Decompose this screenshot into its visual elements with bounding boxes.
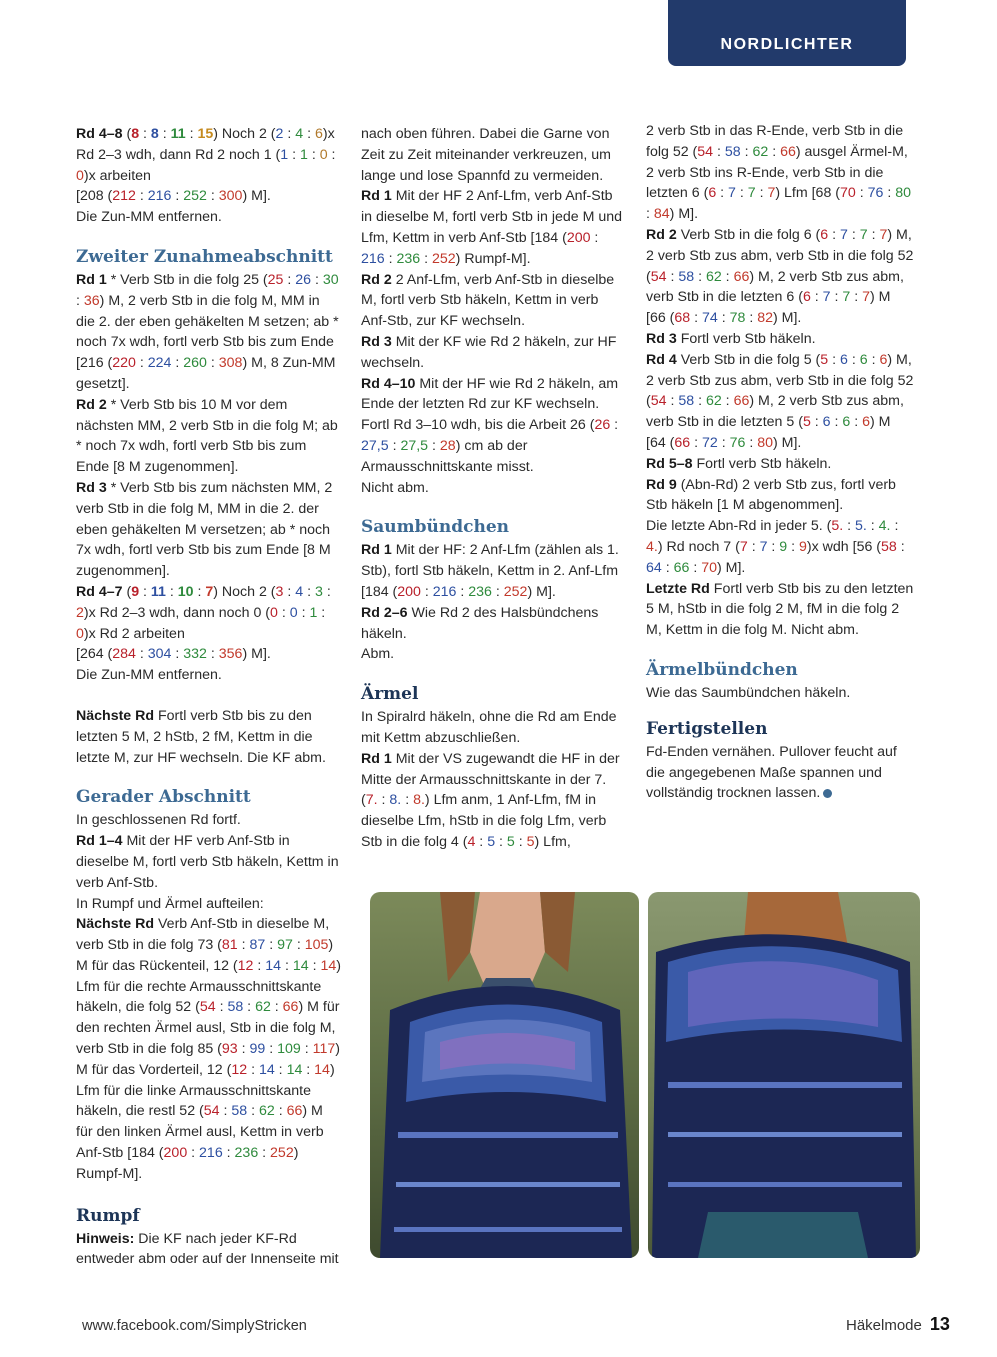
col3-rd-3: Rd 3 Fortl verb Stb häkeln.: [646, 330, 816, 347]
heading-zweiter-zunahmeabschnitt: Zweiter Zunahmeabschnitt: [76, 246, 333, 267]
col2-rd-1: Rd 1 Mit der HF 2 Anf-Lfm, verb Anf-Stb in dieselbe M, fortl verb Stb in jede M und Lfm, Kettm in verb Anf-Stb [184 (200 : 216 : 236 : 252) Rumpf-M].: [361, 188, 623, 267]
photo-front-view: [370, 892, 639, 1258]
section-tab: [668, 0, 906, 66]
rd-4-8: Rd 4–8 (8 : 8 : 11 : 15) Noch 2 (2 : 4 : 6)x Rd 2–3 wdh, dann Rd 2 noch 1 (1 : 1 : 0 : 0)x arbeiten [208 (212 : 216 : 252 : 300) M]. Die Zun-MM entfernen.: [76, 126, 336, 226]
footer-url[interactable]: www.facebook.com/SimplyStricken: [82, 1318, 307, 1334]
col3-rd-4: Rd 4 Verb Stb in die folg 5 (5 : 6 : 6 : 6) M, 2 verb Stb zus abm, verb Stb in die folg 52 (54 : 58 : 62 : 66) M, 2 verb Stb zus abm, verb Stb in die letzten 5 (5 : 6 : 6 : 6) M [64 (66 : 72 : 76 : 80) M].: [646, 351, 914, 451]
col2-rd-4-10: Rd 4–10 Mit der HF wie Rd 2 häkeln, am Ende der letzten Rd zur KF wechseln.: [361, 375, 619, 413]
heading-rumpf: Rumpf: [76, 1205, 140, 1226]
aermelb-text: Wie das Saumbündchen häkeln.: [646, 684, 851, 701]
footer-page-info: [846, 1314, 950, 1335]
naechste-rd-2: Nächste Rd Verb Anf-Stb in dieselbe M, verb Stb in die folg 73 (81 : 87 : 97 : 105) M für das Rückenteil, 12 (12 : 14 : 14 : 14) Lfm für die rechte Armausschnittskante häkeln, die folg 52 (54 : 58 : 62 : 66) M für den rechten Ärmel ausl, Stb in die folg M, verb Stb in die folg 85 (93 : 99 : 109 : 117) M für das Vorderteil, 12 (12 : 14 : 14 : 14) Lfm für die linke Armausschnittskante häkeln, die restl 52 (54 : 58 : 62 : 66) M für den linken Ärmel ausl, Kettm in verb Anf-Stb [184 (200 : 216 : 236 : 252) Rumpf-M].: [76, 916, 341, 1182]
hinweis: Hinweis: Die KF nach jeder KF-Rd entweder abm oder auf der Innenseite mit: [76, 1230, 339, 1268]
heading-fertigstellen: Fertigstellen: [646, 718, 768, 739]
naechste-rd: Nächste Rd Fortl verb Stb bis zu den letzten 5 M, 2 hStb, 2 fM, Kettm in die letzte M, zur HF wechseln. Die KF abm.: [76, 707, 326, 766]
rd-1-4: Rd 1–4 Mit der HF verb Anf-Stb in dieselbe M, fortl verb Stb häkeln, Kettm in verb Anf-Stb.: [76, 833, 339, 891]
photo-back-view: [648, 892, 920, 1258]
heading-gerader-abschnitt: Gerader Abschnitt: [76, 787, 251, 808]
aermel-rd-1: Rd 1 Mit der VS zugewandt die HF in der Mitte der Armausschnittskante in der 7. (7. : 8. : 8.) Lfm anm, 1 Anf-Lfm, fM in dieselbe Lfm, hStb in die folg Lfm, verb Stb in die folg 4 (4 : 5 : 5 : 5) Lfm,: [361, 750, 620, 850]
photo-back-illustration: [648, 892, 920, 1258]
footer-magazine: Häkelmode: [846, 1317, 922, 1334]
col2-intro: nach oben führen. Dabei die Garne von Zeit zu Zeit miteinander verkreuzen, um lange und lose Spannfd zu vermeiden.: [361, 126, 611, 184]
saum-rd-1: Rd 1 Mit der HF: 2 Anf-Lfm (zählen als 1. Stb), fortl Stb häkeln, Kettm in 2. Anf-Lfm [184 (200 : 216 : 236 : 252) M].: [361, 542, 619, 600]
aufteilen: In Rumpf und Ärmel aufteilen:: [76, 895, 264, 912]
heading-aermel: Ärmel: [361, 684, 419, 705]
rd-2: Rd 2 * Verb Stb bis 10 M vor dem nächsten MM, 2 verb Stb in die folg M; ab * noch 7x wdh, fortl verb Stb bis zum Ende [8 M zugenommen].: [76, 396, 338, 476]
column-3: [646, 121, 914, 804]
col2-nicht-abm: Nicht abm.: [361, 479, 429, 496]
col3-rd-5-8: Rd 5–8 Fortl verb Stb häkeln.: [646, 455, 832, 472]
heading-saumbuendchen: Saumbündchen: [361, 517, 510, 538]
end-mark-icon: [823, 789, 832, 798]
column-2: [361, 124, 623, 853]
page-number: 13: [929, 1314, 950, 1334]
gerader-intro: In geschlossenen Rd fortf.: [76, 812, 241, 829]
col3-rd-2: Rd 2 Verb Stb in die folg 6 (6 : 7 : 7 : 7) M, 2 verb Stb zus abm, verb Stb in die folg 52 (54 : 58 : 62 : 66) M, 2 verb Stb zus abm, verb Stb in die letzten 6 (6 : 7 : 7 : 7) M [66 (68 : 74 : 78 : 82) M].: [646, 226, 914, 327]
section-tab-label: NORDLICHTER: [720, 36, 854, 53]
photo-front-illustration: [370, 892, 639, 1258]
rd-1: Rd 1 * Verb Stb in die folg 25 (25 : 26 : 30 : 36) M, 2 verb Stb in die folg M, MM in die 2. der eben gehäkelten M setzen; ab * noch 7x wdh, fortl verb Stb bis zum Ende [216 (220 : 224 : 260 : 308) M, 8 Zun-MM gesetzt].: [76, 271, 339, 392]
col2-rd-2: Rd 2 2 Anf-Lfm, verb Anf-Stb in dieselbe M, fortl verb Stb häkeln, Kettm in verb Anf-Stb, zur KF wechseln.: [361, 271, 615, 330]
rd-4-7: Rd 4–7 (9 : 11 : 10 : 7) Noch 2 (3 : 4 : 3 : 2)x Rd 2–3 wdh, dann noch 0 (0 : 0 : 1 : 0)x Rd 2 arbeiten [264 (284 : 304 : 332 : 356) M]. Die Zun-MM entfernen.: [76, 583, 331, 684]
col3-letzte-abn: Die letzte Abn-Rd in jeder 5. (5. : 5. : 4. : 4.) Rd noch 7 (7 : 7 : 9 : 9)x wdh [56 (58 : 64 : 66 : 70) M].: [646, 518, 905, 576]
heading-aermelbuendchen: Ärmelbündchen: [646, 659, 798, 680]
col3-rd-9: Rd 9 (Abn-Rd) 2 verb Stb zus, fortl verb Stb häkeln [1 M abgenommen].: [646, 476, 896, 514]
col3-letzte-rd: Letzte Rd Fortl verb Stb bis zu den letzten 5 M, hStb in die folg 2 M, fM in die folg 2 M, Kettm in die folg M. Nicht abm.: [646, 580, 914, 639]
aermel-intro: In Spiralrd häkeln, ohne die Rd am Ende mit Kettm abzuschließen.: [361, 709, 617, 746]
fertig-text: Fd-Enden vernähen. Pullover feucht auf die angegebenen Maße spannen und vollständig trocknen lassen.: [646, 743, 897, 802]
rd-3: Rd 3 * Verb Stb bis zum nächsten MM, 2 verb Stb in die folg M, MM in die 2. der eben gehäkelten M versetzen; ab * noch 7x wdh, fortl verb Stb bis zum Ende [8 M zugenommen].: [76, 479, 333, 580]
col2-fortl: Fortl Rd 3–10 wdh, bis die Arbeit 26 (26 : 27,5 : 27,5 : 28) cm ab der Armausschnittskante misst.: [361, 417, 619, 475]
column-1: [76, 124, 342, 1270]
saum-abm: Abm.: [361, 646, 395, 663]
saum-rd-2-6: Rd 2–6 Wie Rd 2 des Halsbündchens häkeln.: [361, 604, 599, 642]
col2-rd-3: Rd 3 Mit der KF wie Rd 2 häkeln, zur HF wechseln.: [361, 333, 617, 371]
col3-intro: 2 verb Stb in das R-Ende, verb Stb in die folg 52 (54 : 58 : 62 : 66) ausgel Ärmel-M, 2 verb Stb ins R-Ende, verb Stb in die letzten 6 (6 : 7 : 7 : 7) Lfm [68 (70 : 76 : 80 : 84) M].: [646, 123, 912, 223]
